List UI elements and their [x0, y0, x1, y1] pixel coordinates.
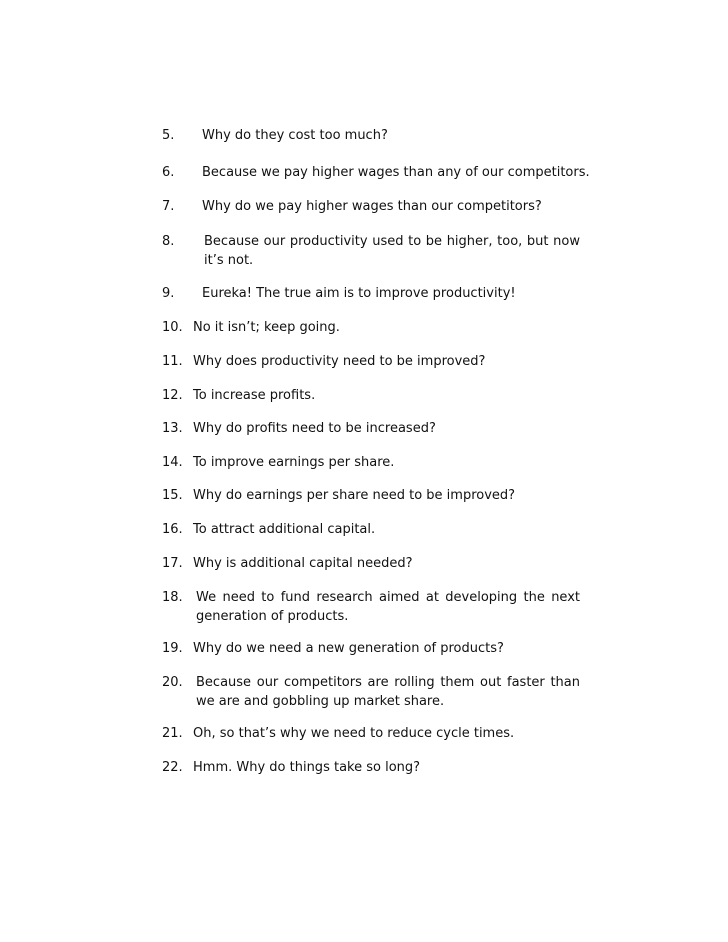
list-item: [162, 419, 580, 438]
list-item: [162, 318, 580, 337]
list-item: [162, 520, 580, 539]
list-item-number: 20.: [162, 675, 183, 690]
list-item-number: 15.: [162, 488, 183, 503]
list-item-text: To increase profits.: [193, 388, 316, 403]
list-item-number: 22.: [162, 760, 183, 775]
list-item: [162, 163, 590, 182]
list-item: [162, 724, 580, 743]
list-item-number: 11.: [162, 354, 183, 369]
list-item-number: 9.: [162, 286, 175, 301]
list-item-text: Why do earnings per share need to be improved?: [193, 488, 516, 503]
list-item-number: 13.: [162, 421, 183, 436]
list-item-text: Because our productivity used to be higher, too, but now it’s not.: [204, 234, 580, 268]
list-item-text: No it isn’t; keep going.: [193, 320, 340, 335]
list-item: [162, 126, 580, 145]
list-item: [162, 284, 580, 303]
list-item: [162, 352, 580, 371]
list-item-number: 19.: [162, 641, 183, 656]
list-item-text: Why do they cost too much?: [202, 128, 388, 143]
list-item-number: 12.: [162, 388, 183, 403]
list-item-number: 16.: [162, 522, 183, 537]
list-item: [162, 639, 580, 658]
list-item-number: 10.: [162, 320, 183, 335]
list-item-text: Because our competitors are rolling them out faster than we are and gobbling up market share.: [196, 675, 580, 709]
list-item-text: We need to fund research aimed at developing the next generation of products.: [196, 590, 580, 624]
list-item-text: To attract additional capital.: [193, 522, 376, 537]
list-item: [162, 554, 580, 573]
list-item-text: Why do we need a new generation of products?: [193, 641, 504, 656]
list-item: [162, 197, 580, 216]
list-item-text: Why do we pay higher wages than our competitors?: [202, 199, 542, 214]
list-item-text: Why is additional capital needed?: [193, 556, 413, 571]
list-item-text: Eureka! The true aim is to improve productivity!: [202, 286, 516, 301]
list-item-number: 6.: [162, 165, 175, 180]
list-item: [162, 758, 580, 777]
list-item-text: Why do profits need to be increased?: [193, 421, 436, 436]
list-item-number: 5.: [162, 128, 175, 143]
list-item-text: Why does productivity need to be improved?: [193, 354, 486, 369]
list-item-number: 18.: [162, 590, 183, 605]
list-item-text: Hmm. Why do things take so long?: [193, 760, 421, 775]
list-item-number: 21.: [162, 726, 183, 741]
list-item: [162, 588, 580, 626]
list-item-number: 8.: [162, 234, 175, 249]
list-item: [162, 486, 580, 505]
list-item-number: 17.: [162, 556, 183, 571]
list-item-number: 14.: [162, 455, 183, 470]
list-item: [162, 386, 580, 405]
list-item-text: Oh, so that’s why we need to reduce cycle times.: [193, 726, 515, 741]
list-item-text: To improve earnings per share.: [193, 455, 395, 470]
list-item: [162, 453, 580, 472]
list-item-number: 7.: [162, 199, 175, 214]
list-item-text: Because we pay higher wages than any of our competitors.: [202, 165, 590, 180]
list-item: [162, 673, 580, 711]
list-item: [162, 232, 580, 270]
